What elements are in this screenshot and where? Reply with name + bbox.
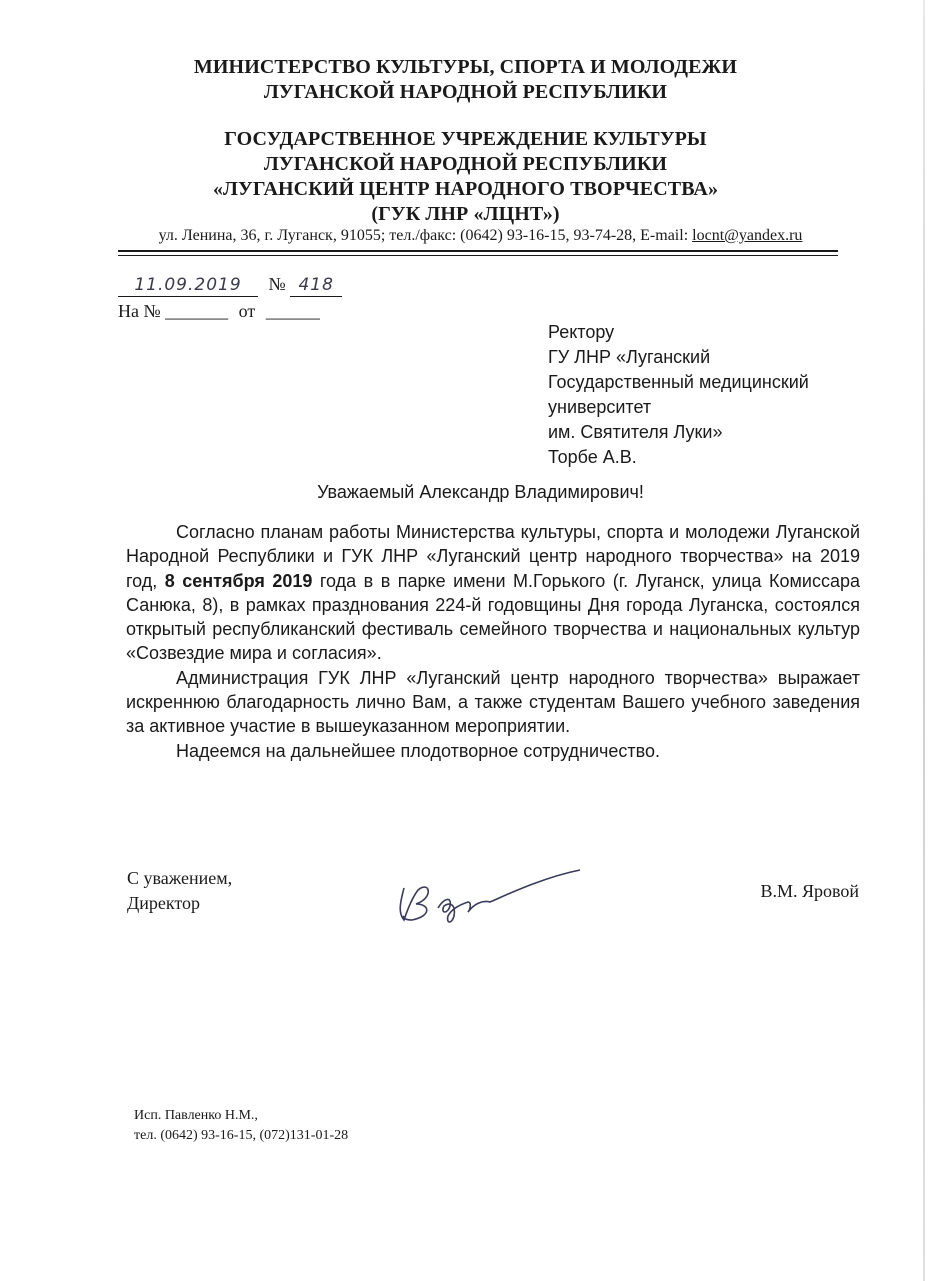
recipient-line: им. Святителя Луки» [548,422,723,442]
paragraph-2: Администрация ГУК ЛНР «Луганский центр народного творчества» выражает искреннюю благодарность лично Вам, а также студентам Вашего учебного заведения за активное участие в вышеуказанном мероприятии. [126,667,860,737]
executor-name: Исп. Павленко Н.М., [134,1108,258,1123]
recipient-line: университет [548,397,652,417]
paragraph-1-start: Согласно планам работы Министерства культуры, спорта и молодежи Луганской Народной Республики и ГУК ЛНР «Луганский центр народного творчества» на 2019 год, [126,522,860,591]
registration-date: 11.09.2019 [118,274,258,297]
handwritten-signature [390,858,590,928]
executor-phone: тел. (0642) 93-16-15, (072)131-01-28 [134,1128,349,1143]
header-rule-thick [118,250,838,252]
ref-date: ______ [265,301,320,321]
org-line-2: ЛУГАНСКОЙ НАРОДНОЙ РЕСПУБЛИКИ [263,153,668,175]
address-text: ул. Ленина, 36, г. Луганск, 91055; тел./факс: (0642) 93-16-15, 93-74-28, E-mail: [158,227,693,244]
ref-from-label: от [238,301,256,321]
reference-line [118,300,320,322]
closing-position: Директор [127,893,201,913]
registration-number-line [118,273,342,297]
header-rule-thin [118,255,838,256]
number-label: № [268,274,286,294]
greeting: Уважаемый Александр Владимирович! [317,482,644,502]
org-address [0,226,931,246]
signer-name: В.М. Яровой [760,881,859,901]
org-line-1: ГОСУДАРСТВЕННОЕ УЧРЕЖДЕНИЕ КУЛЬТУРЫ [224,128,707,150]
email-link[interactable]: locnt@yandex.ru [692,227,803,244]
closing-regards: С уважением, [127,868,233,888]
recipient-line: ГУ ЛНР «Луганский [548,347,711,367]
org-line-3: «ЛУГАНСКИЙ ЦЕНТР НАРОДНОГО ТВОРЧЕСТВА» [212,178,719,200]
recipient-line: Государственный медицинский [548,372,809,392]
event-date: 8 сентября 2019 [164,570,313,591]
org-line-4: (ГУК ЛНР «ЛЦНТ») [371,203,560,225]
closing-block [127,866,232,916]
recipient-block [548,320,809,470]
paragraph-3: Надеемся на дальнейшее плодотворное сотрудничество. [176,740,661,761]
ministry-line-2: ЛУГАНСКОЙ НАРОДНОЙ РЕСПУБЛИКИ [263,81,668,103]
ministry-line-1: МИНИСТЕРСТВО КУЛЬТУРЫ, СПОРТА И МОЛОДЕЖИ [193,56,738,78]
paragraph-1 [126,520,860,666]
letter-body [126,520,860,763]
executor-block [134,1106,348,1146]
recipient-line: Торбе А.В. [548,447,637,467]
registration-number: 418 [290,274,342,297]
ref-number: _______ [165,301,229,321]
ref-label: На № [118,301,161,321]
recipient-line: Ректору [548,322,615,342]
paragraph-1-end: года в в парке имени М.Горького (г. Луганск, улица Комиссара Санюка, 8), в рамках празднования 224-й годовщины Дня города Луганска, состоялся открытый республиканский фестиваль семейного творчества и национальных культур «Созвездие мира и согласия». [126,570,860,664]
